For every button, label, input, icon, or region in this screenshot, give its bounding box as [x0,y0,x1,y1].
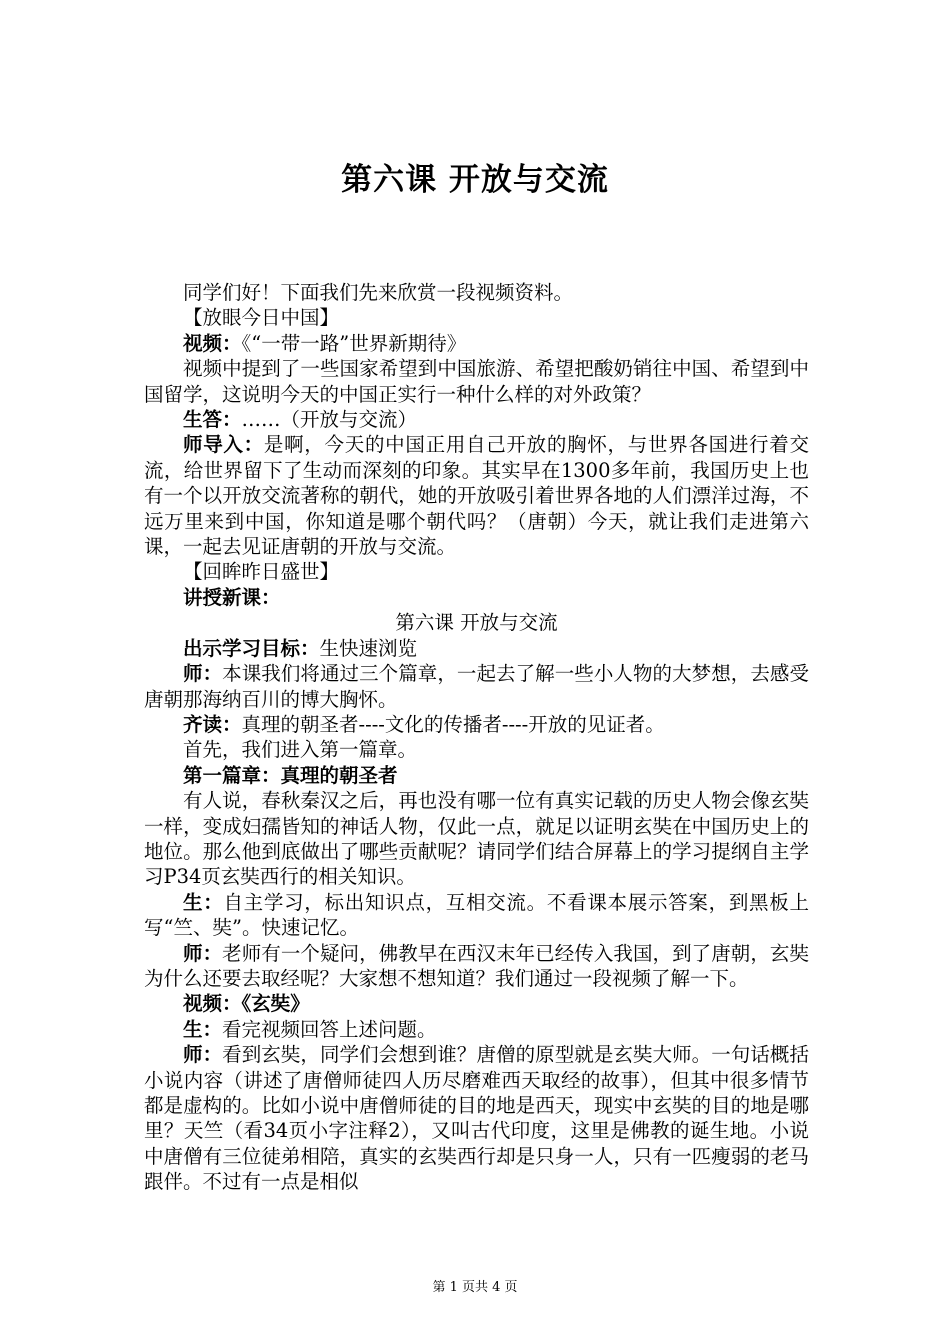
paragraph-text: 老师有一个疑问，佛教早在西汉末年已经传入我国，到了唐朝，玄奘为什么还要去取经呢？大家想不想知道？我们通过一段视频了解一下。 [144,941,809,990]
paragraph [144,712,809,737]
paragraph-label: 齐读： [183,712,242,736]
paragraph [144,610,809,635]
document-body [144,280,809,1195]
paragraph-text: 自主学习，标出知识点，互相交流。不看课本展示答案，到黑板上写“竺、奘”。快速记忆。 [144,890,809,940]
paragraph-text: 真理的朝圣者----文化的传播者----开放的见证者。 [241,712,665,736]
paragraph-label: 第一篇章：真理的朝圣者 [183,763,398,787]
paragraph-text: 【放眼今日中国】 [183,306,340,330]
paragraph-text: 《“一带一路”世界新期待》 [241,331,467,355]
paragraph [144,331,809,356]
paragraph-text: 看到玄奘，同学们会想到谁？唐僧的原型就是玄奘大师。一句话概括小说内容（讲述了唐僧师徒四人历尽磨难西天取经的故事），但其中很多情节都是虚构的。比如小说中唐僧师徒的目的地是西天，现实中玄奘的目的地是哪里？天竺（看34页小字注释2），又叫古代印度，这里是佛教的诞生地。小说中唐僧有三位徒弟相陪，真实的玄奘西行却是只身一人，只有一匹瘦弱的老马跟伴。不过有一点是相似 [144,1043,809,1194]
paragraph-label: 师： [183,941,223,965]
paragraph-label: 生答： [183,408,242,432]
paragraph [144,763,809,788]
paragraph-text: 有人说，春秋秦汉之后，再也没有哪一位有真实记载的历史人物会像玄奘一样，变成妇孺皆知的神话人物，仅此一点，就足以证明玄奘在中国历史上的地位。那么他到底做出了哪些贡献呢？请同学们结合屏幕上的学习提纲自主学习P34页玄奘西行的相关知识。 [144,789,809,889]
paragraph [144,305,809,330]
paragraph-label: 生： [183,1017,223,1041]
paragraph-label: 视频： [183,331,242,355]
paragraph [144,559,809,584]
page-title: 第六课 开放与交流 [341,162,609,198]
paragraph-text: 本课我们将通过三个篇章，一起去了解一些小人物的大梦想，去感受唐朝那海纳百川的博大胸怀。 [144,662,809,711]
paragraph [144,1017,809,1042]
paragraph-text: 是啊，今天的中国正用自己开放的胸怀，与世界各国进行着交流，给世界留下了生动而深刻的印象。其实早在1300多年前，我国历史上也有一个以开放交流著称的朝代，她的开放吸引着世界各地的人们漂洋过海，不远万里来到中国，你知道是哪个朝代吗？（唐朝）今天，就让我们走进第六课，一起去见证唐朝的开放与交流。 [144,433,809,559]
paragraph [144,280,809,305]
paragraph-label: 讲授新课： [183,585,281,609]
paragraph-text: 视频中提到了一些国家希望到中国旅游、希望把酸奶销往中国、希望到中国留学，这说明今天的中国正实行一种什么样的对外政策？ [144,357,809,406]
paragraph-text: 看完视频回答上述问题。 [222,1017,437,1041]
paragraph [144,432,809,559]
paragraph [144,356,809,407]
paragraph-label: 视频：《玄奘》 [183,992,310,1016]
paragraph-text: 同学们好！下面我们先来欣赏一段视频资料。 [183,281,574,304]
paragraph [144,585,809,610]
paragraph-text: ……（开放与交流） [241,408,418,432]
paragraph [144,1042,809,1194]
paragraph-label: 生： [183,890,224,914]
paragraph [144,890,809,941]
paragraph-text: 【回眸昨日盛世】 [183,560,340,584]
paragraph-text: 生快速浏览 [319,636,418,660]
paragraph [144,737,809,762]
paragraph-label: 师导入： [183,433,264,457]
paragraph-text: 首先，我们进入第一篇章。 [183,738,418,762]
paragraph [144,636,809,661]
paragraph-text: 第六课 开放与交流 [395,611,558,635]
paragraph [144,941,809,992]
paragraph [144,991,809,1016]
paragraph-label: 师： [183,1043,223,1067]
paragraph [144,661,809,712]
paragraph [144,407,809,432]
paragraph-label: 师： [183,662,223,686]
paragraph-label: 出示学习目标： [183,636,320,660]
paragraph [144,788,809,890]
page-footer: 第 1 页共 4 页 [432,1280,518,1295]
